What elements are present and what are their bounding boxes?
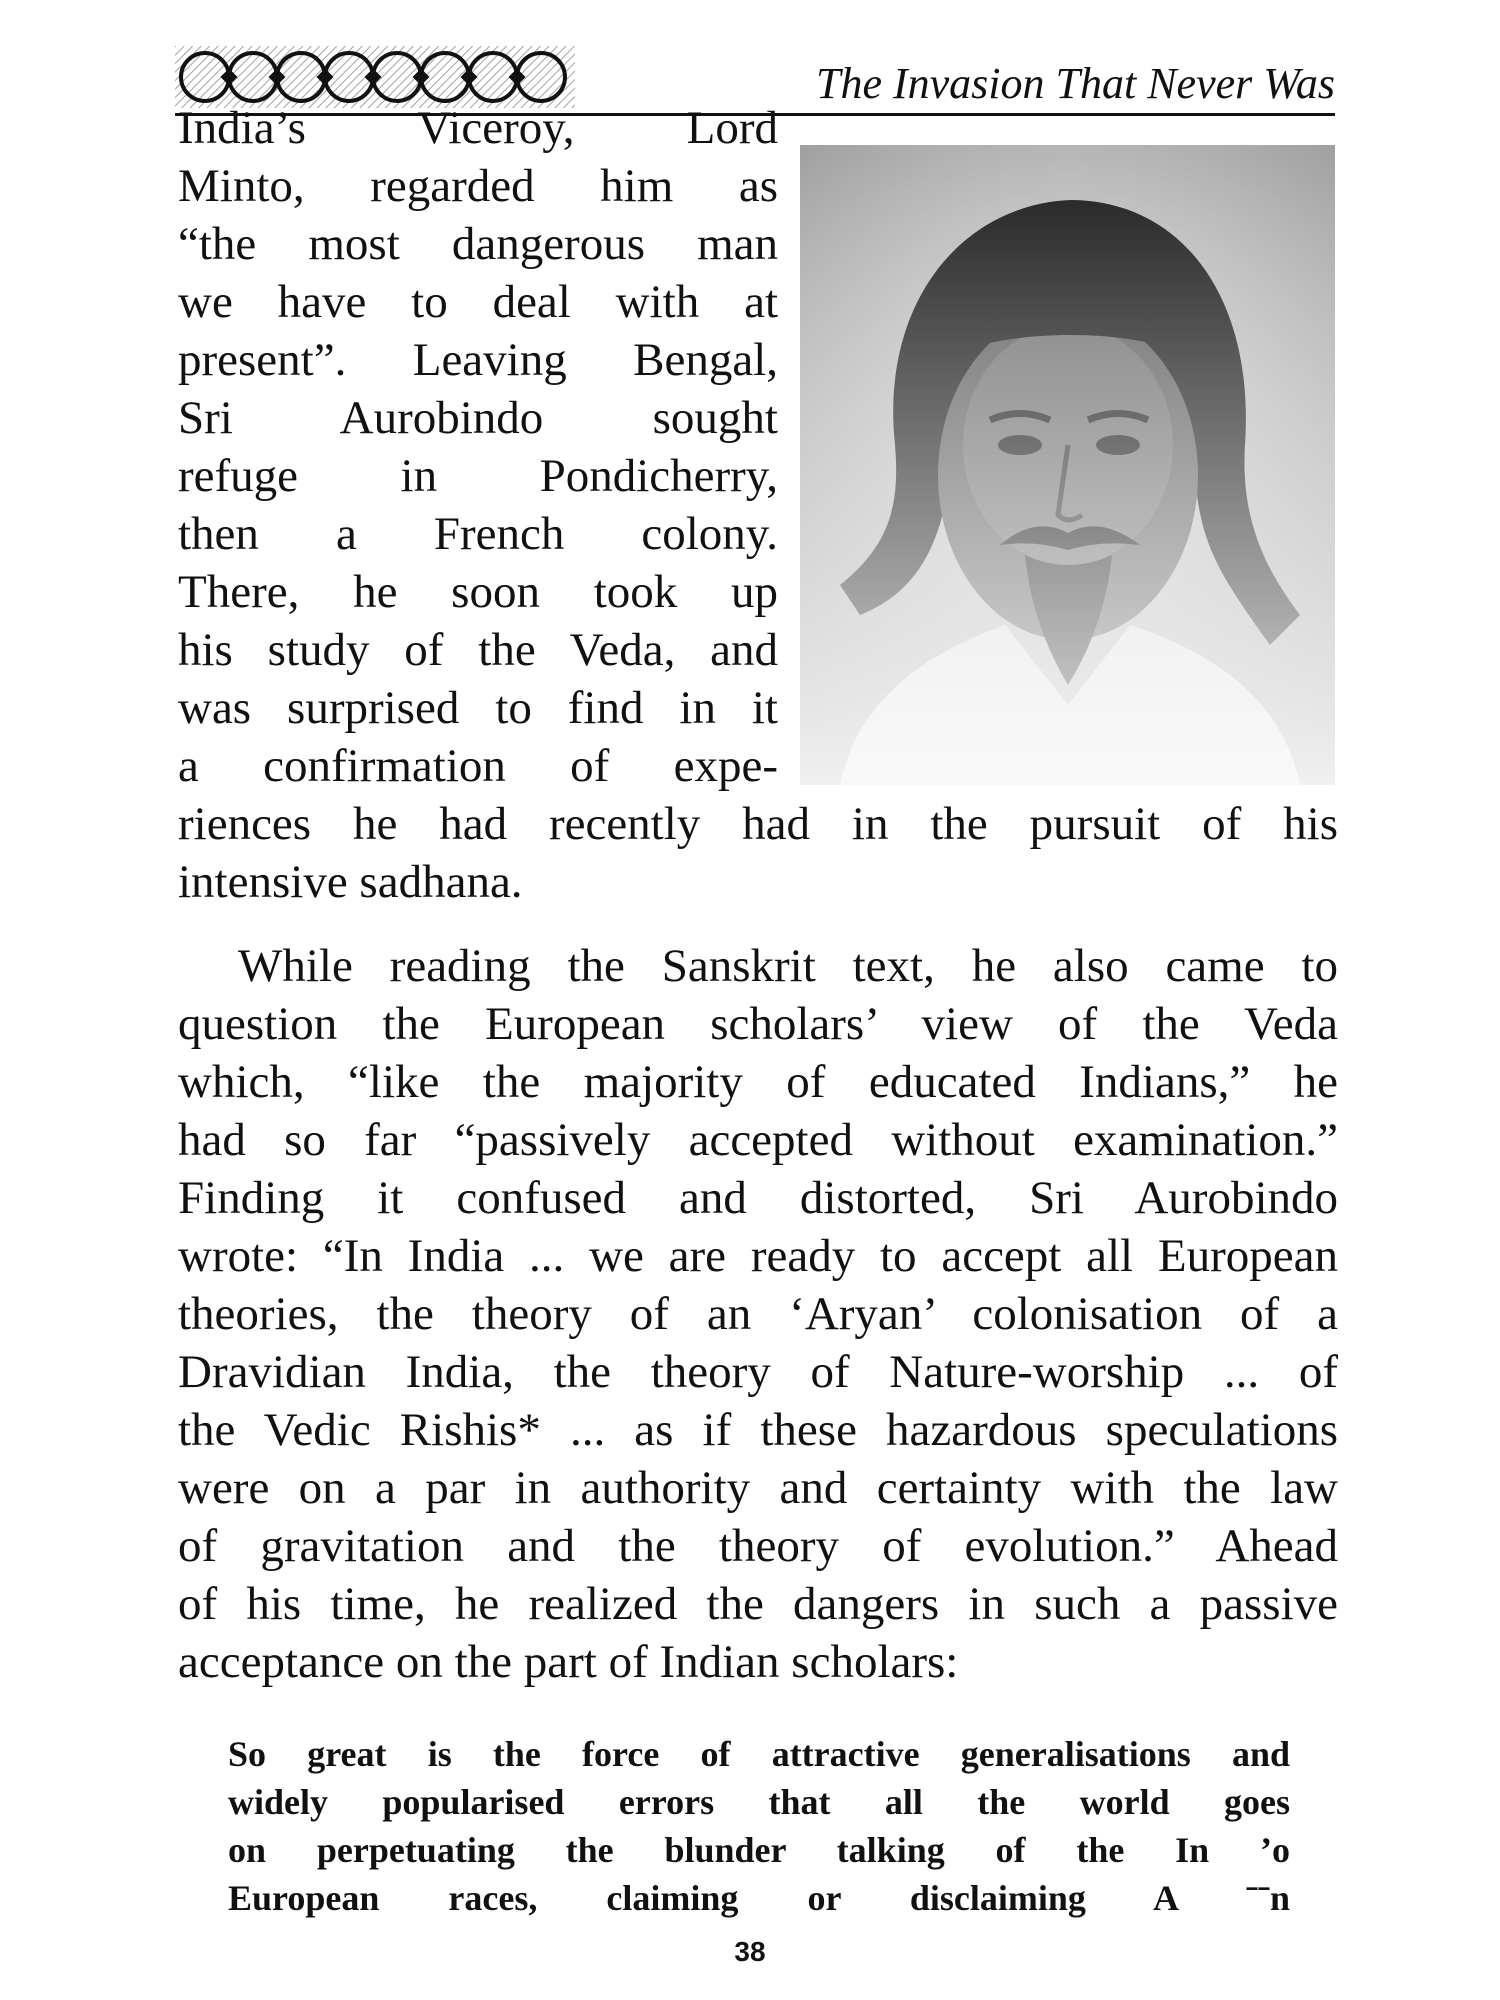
- portrait-icon: [800, 145, 1335, 785]
- paragraph-line: wrote: “In India ... we are ready to accept all European: [178, 1230, 1338, 1282]
- paragraph-line: “the most dangerous man: [178, 218, 778, 270]
- portrait-photo: [800, 145, 1335, 785]
- paragraph-line: intensive sadhana.: [178, 856, 523, 908]
- paragraph-line: Minto, regarded him as: [178, 160, 778, 212]
- paragraph-line: India’s Viceroy, Lord: [178, 102, 778, 154]
- paragraph-line: which, “like the majority of educated Indians,” he: [178, 1056, 1338, 1108]
- paragraph-line: was surprised to find in it: [178, 682, 778, 734]
- paragraph-line: riences he had recently had in the pursuit of his: [178, 798, 1338, 850]
- paragraph-line: we have to deal with at: [178, 276, 778, 328]
- paragraph-line: acceptance on the part of Indian scholars:: [178, 1636, 959, 1688]
- running-title: The Invasion That Never Was: [815, 59, 1335, 108]
- paragraph-line: a confirmation of expe-: [178, 740, 778, 792]
- paragraph-line: of gravitation and the theory of evolution.” Ahead: [178, 1520, 1338, 1572]
- paragraph-line: of his time, he realized the dangers in such a passive: [178, 1578, 1338, 1630]
- quote-line: on perpetuating the blunder talking of the In ’o: [228, 1830, 1290, 1870]
- paragraph-line: were on a par in authority and certainty with the law: [178, 1462, 1338, 1514]
- paragraph-line: his study of the Veda, and: [178, 624, 778, 676]
- quote-line: European races, claiming or disclaiming A ˉˉn: [228, 1878, 1290, 1918]
- paragraph-line: present”. Leaving Bengal,: [178, 334, 778, 386]
- paragraph-line: theories, the theory of an ‘Aryan’ colonisation of a: [178, 1288, 1338, 1340]
- paragraph-line: then a French colony.: [178, 508, 778, 560]
- paragraph-line: the Vedic Rishis* ... as if these hazardous speculations: [178, 1404, 1338, 1456]
- paragraph-line: had so far “passively accepted without examination.”: [178, 1114, 1338, 1166]
- quote-line: So great is the force of attractive generalisations and: [228, 1734, 1290, 1774]
- paragraph-line: Dravidian India, the theory of Nature-worship ... of: [178, 1346, 1338, 1398]
- paragraph-line: Finding it confused and distorted, Sri Aurobindo: [178, 1172, 1338, 1224]
- paragraph-line: question the European scholars’ view of the Veda: [178, 998, 1338, 1050]
- paragraph-line: Sri Aurobindo sought: [178, 392, 778, 444]
- page-number: 38: [734, 1936, 766, 1967]
- quote-line: widely popularised errors that all the world goes: [228, 1782, 1290, 1822]
- ornament-icon: [175, 46, 575, 108]
- paragraph-line: While reading the Sanskrit text, he also came to: [238, 940, 1338, 992]
- paragraph-line: refuge in Pondicherry,: [178, 450, 778, 502]
- paragraph-line: There, he soon took up: [178, 566, 778, 618]
